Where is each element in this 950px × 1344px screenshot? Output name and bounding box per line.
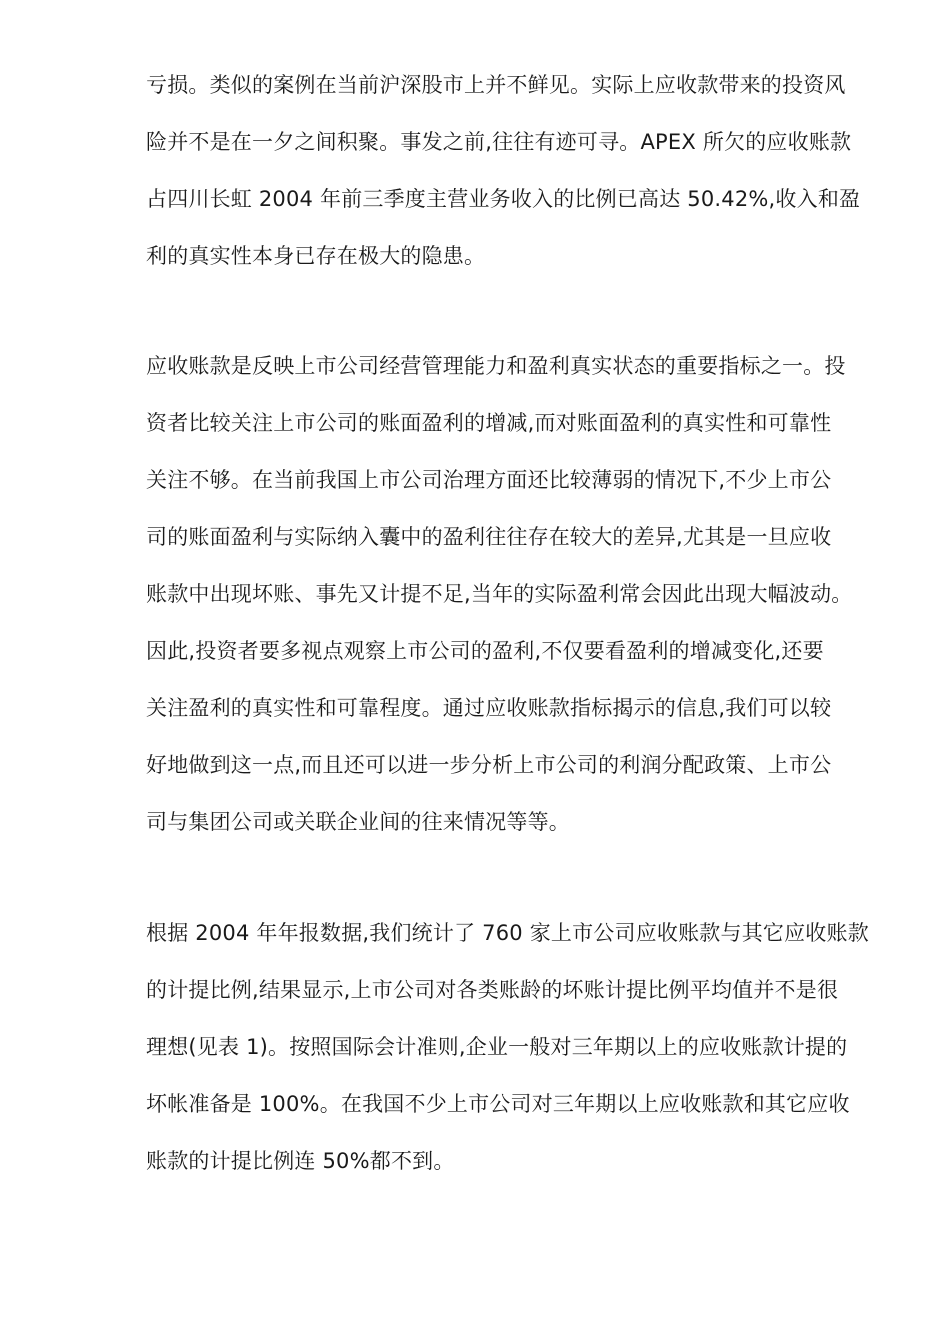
paragraph-line: 险并不是在一夕之间积聚。事发之前,往往有迹可寻。APEX 所欠的应收账款 [146,130,852,154]
paragraph-line: 资者比较关注上市公司的账面盈利的增减,而对账面盈利的真实性和可靠性 [146,411,832,435]
paragraph-line: 应收账款是反映上市公司经营管理能力和盈利真实状态的重要指标之一。投 [146,354,846,378]
paragraph-line: 亏损。类似的案例在当前沪深股市上并不鲜见。实际上应收款带来的投资风 [146,73,846,97]
paragraph-line: 占四川长虹 2004 年前三季度主营业务收入的比例已高达 50.42%,收入和盈 [146,187,861,211]
paragraph-line: 利的真实性本身已存在极大的隐患。 [146,244,486,268]
paragraph-line: 账款的计提比例连 50%都不到。 [146,1149,455,1173]
paragraph-line: 好地做到这一点,而且还可以进一步分析上市公司的利润分配政策、上市公 [146,753,832,777]
paragraph-line: 理想(见表 1)。按照国际会计准则,企业一般对三年期以上的应收账款计提的 [146,1035,848,1059]
paragraph-line: 关注不够。在当前我国上市公司治理方面还比较薄弱的情况下,不少上市公 [146,468,832,492]
paragraph-line: 账款中出现坏账、事先又计提不足,当年的实际盈利常会因此出现大幅波动。 [146,582,853,606]
paragraph-line: 因此,投资者要多视点观察上市公司的盈利,不仅要看盈利的增减变化,还要 [146,639,824,663]
paragraph-line: 根据 2004 年年报数据,我们统计了 760 家上市公司应收账款与其它应收账款 [146,921,869,945]
paragraph-line: 司与集团公司或关联企业间的往来情况等等。 [146,810,570,834]
paragraph-line: 的计提比例,结果显示,上市公司对各类账龄的坏账计提比例平均值并不是很 [146,978,839,1002]
paragraph-line: 坏帐准备是 100%。在我国不少上市公司对三年期以上应收账款和其它应收 [146,1092,850,1116]
paragraph-line: 关注盈利的真实性和可靠程度。通过应收账款指标揭示的信息,我们可以较 [146,696,832,720]
paragraph-line: 司的账面盈利与实际纳入囊中的盈利往往存在较大的差异,尤其是一旦应收 [146,525,832,549]
